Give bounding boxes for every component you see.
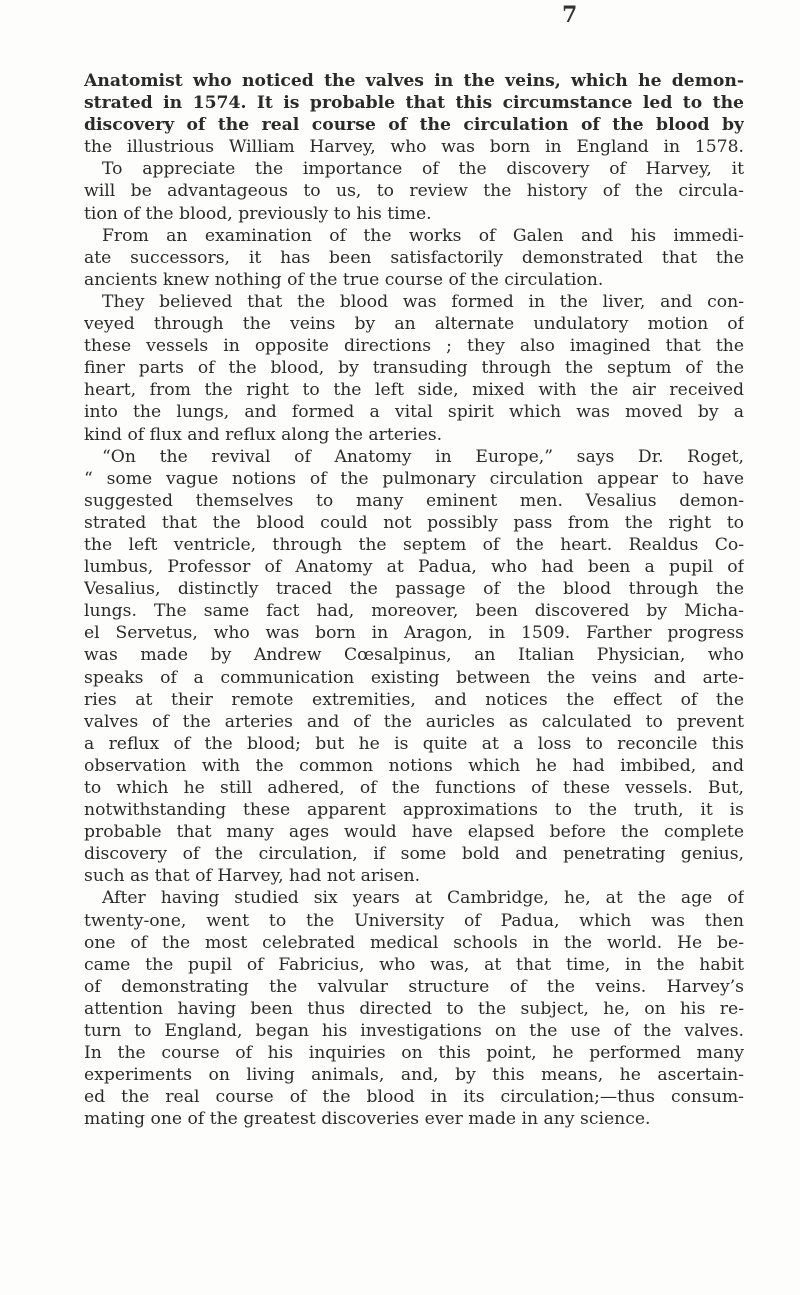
text-line: speaks of a communication existing between the veins and arte- [84,667,744,688]
text-line: ed the real course of the blood in its circulation;—thus consum- [84,1087,744,1108]
text-line: experiments on living animals, and, by this means, he ascertain- [84,1065,744,1086]
text-line: mating one of the greatest discoveries ever made in any science. [84,1109,651,1130]
text-line: the illustrious William Harvey, who was born in England in 1578. [84,137,744,158]
text-line: the left ventricle, through the septem of the heart. Realdus Co- [84,534,744,555]
text-line: such as that of Harvey, had not arisen. [84,866,421,887]
text-line: ries at their remote extremities, and notices the effect of the [84,689,744,710]
text-line: lungs. The same fact had, moreover, been discovered by Micha- [84,601,744,622]
page-number: 7 [562,2,578,28]
text-line: observation with the common notions which he had imbibed, and [84,755,744,776]
text-line: ancients knew nothing of the true course of the circulation. [84,269,604,290]
text-line: strated that the blood could not possibly pass from the right to [84,512,744,533]
text-line: strated in 1574. It is probable that this circumstance led to the [84,93,744,114]
text-line: To appreciate the importance of the discovery of Harvey, it [102,159,744,180]
text-line: probable that many ages would have elapsed before the complete [84,822,744,843]
text-line: will be advantageous to us, to review the history of the circula- [84,181,744,202]
text-line: el Servetus, who was born in Aragon, in 1509. Farther progress [84,623,744,644]
text-line: one of the most celebrated medical schools in the world. He be- [84,932,744,953]
text-line: “ some vague notions of the pulmonary circulation appear to have [84,468,744,489]
text-line: a reflux of the blood; but he is quite at a loss to reconcile this [84,733,744,754]
text-line: into the lungs, and formed a vital spirit which was moved by a [84,402,744,423]
text-line: attention having been thus directed to the subject, he, on his re- [84,998,744,1019]
text-line: suggested themselves to many eminent men. Vesalius demon- [84,490,744,511]
text-line: finer parts of the blood, by transuding through the septum of the [84,358,744,379]
text-line: to which he still adhered, of the functions of these vessels. But, [84,778,744,798]
text-line: came the pupil of Fabricius, who was, at that time, in the habit [84,954,744,975]
text-line: was made by Andrew Cœsalpinus, an Italian Physician, who [84,645,744,666]
text-line: “On the revival of Anatomy in Europe,” says Dr. Roget, [102,446,744,467]
text-line: turn to England, began his investigations on the use of the valves. [84,1021,744,1042]
text-line: valves of the arteries and of the auricles as calculated to prevent [84,711,744,732]
text-line: lumbus, Professor of Anatomy at Padua, who had been a pupil of [84,557,744,578]
text-line: In the course of his inquiries on this point, he performed many [84,1043,744,1064]
text-line: Anatomist who noticed the valves in the veins, which he demon- [84,71,744,91]
text-line: notwithstanding these apparent approximations to the truth, it is [84,800,744,821]
text-line: tion of the blood, previously to his time. [84,203,432,224]
text-line: From an examination of the works of Galen and his immedi- [102,225,744,246]
text-line: kind of flux and reflux along the arteries. [84,424,443,445]
text-line: twenty-one, went to the University of Padua, which was then [84,910,744,931]
text-line: of demonstrating the valvular structure of the veins. Harvey’s [84,976,744,997]
text-line: discovery of the real course of the circulation of the blood by [84,115,744,136]
body-text [84,70,744,1131]
text-line: discovery of the circulation, if some bold and penetrating genius, [84,844,744,865]
text-line: ate successors, it has been satisfactorily demonstrated that the [84,247,744,268]
text-line: Vesalius, distinctly traced the passage of the blood through the [84,579,744,600]
text-line: After having studied six years at Cambridge, he, at the age of [102,888,744,909]
text-line: heart, from the right to the left side, mixed with the air received [84,380,744,401]
text-line: They believed that the blood was formed in the liver, and con- [102,291,744,312]
text-line: these vessels in opposite directions ; they also imagined that the [84,336,744,357]
text-line: veyed through the veins by an alternate undulatory motion of [84,314,744,335]
